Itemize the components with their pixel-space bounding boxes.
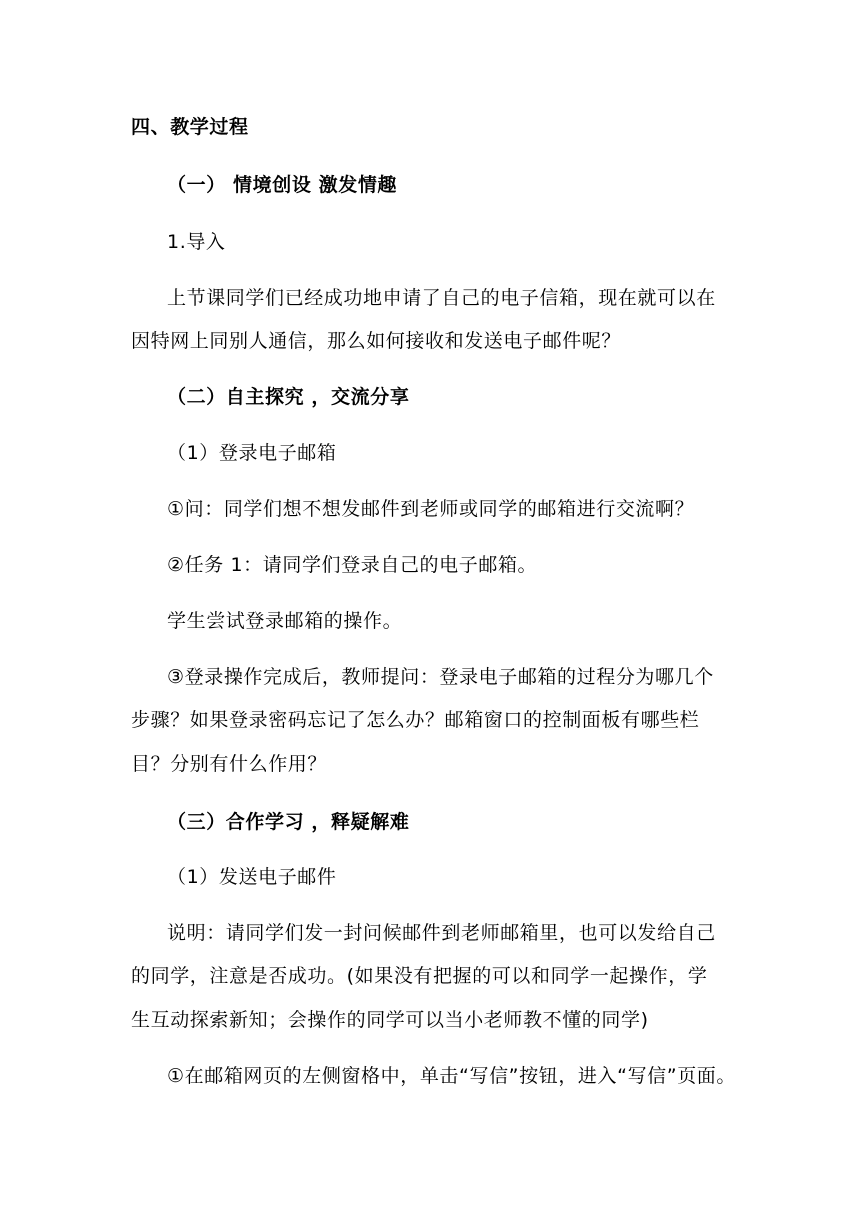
subsection-heading-3: （三）合作学习 ，释疑解难	[167, 811, 410, 833]
paragraph-line: ③登录操作完成后，教师提问：登录电子邮箱的过程分为哪几个	[167, 666, 714, 688]
paragraph-line: 学生尝试登录邮箱的操作。	[167, 610, 403, 632]
item-login: （1）登录电子邮箱	[167, 442, 337, 464]
paragraph-line: 生互动探索新知；会操作的同学可以当小老师教不懂的同学)	[131, 1009, 649, 1031]
paragraph-line: 目？分别有什么作用？	[131, 753, 328, 775]
subsection-heading-1: （一） 情境创设 激发情趣	[167, 174, 398, 196]
section-heading: 四、教学过程	[131, 116, 249, 138]
subsection-heading-2: （二）自主探究 ，交流分享	[167, 386, 410, 408]
item-intro: 1.导入	[167, 231, 226, 253]
paragraph-line: 因特网上同别人通信，那么如何接收和发送电子邮件呢？	[131, 330, 622, 352]
paragraph-line: 说明：请同学们发一封问候邮件到老师邮箱里，也可以发给自己	[167, 922, 716, 944]
paragraph-line: ②任务 1：请同学们登录自己的电子邮箱。	[167, 554, 538, 576]
paragraph-line: ①在邮箱网页的左侧窗格中，单击“写信”按钮，进入“写信”页面。	[167, 1065, 737, 1087]
paragraph-line: ①问：同学们想不想发邮件到老师或同学的邮箱进行交流啊？	[167, 498, 695, 520]
item-send: （1）发送电子邮件	[167, 866, 337, 888]
paragraph-line: 步骤？如果登录密码忘记了怎么办？邮箱窗口的控制面板有哪些栏	[131, 709, 700, 731]
paragraph-line: 上节课同学们已经成功地申请了自己的电子信箱，现在就可以在	[167, 287, 716, 309]
paragraph-line: 的同学，注意是否成功。(如果没有把握的可以和同学一起操作，学	[131, 965, 708, 987]
